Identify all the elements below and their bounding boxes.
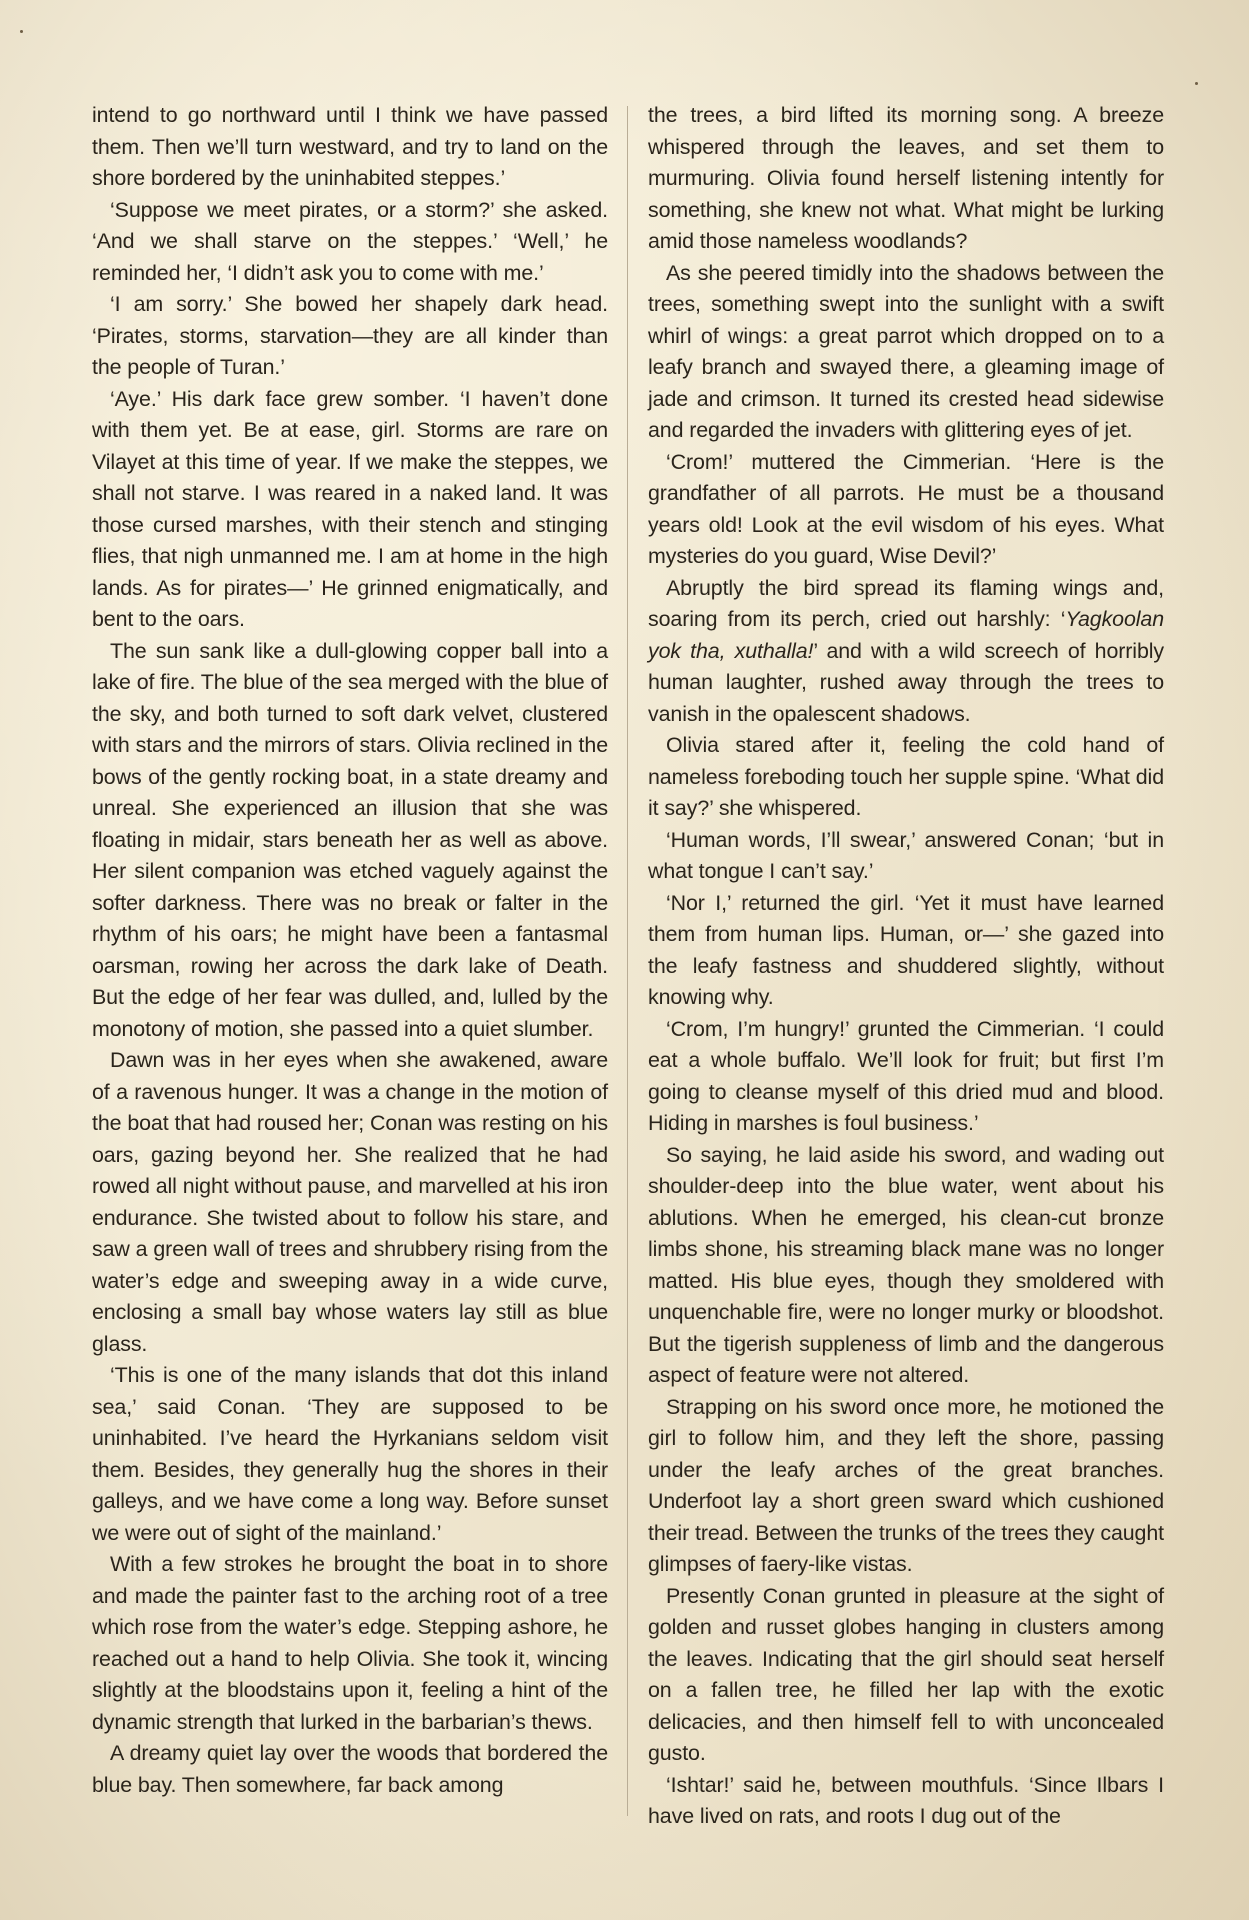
paragraph: The sun sank like a dull-glowing copper ball into a lake of fire. The blue of the sea merged with the blue of the sky, and both turned to soft dark velvet, clustered with stars and the mirrors of stars. Olivia reclined in the bows of the gently rocking boat, in a state dreamy and unreal. She experienced an illusion that she was floating in midair, stars beneath her as well as above. Her silent companion was etched vaguely against the softer darkness. There was no break or falter in the rhythm of his oars; he might have been a fantasmal oarsman, rowing her across the dark lake of Death. But the edge of her fear was dulled, and, lulled by the monotony of motion, she passed into a quiet slumber. <box>92 638 608 1041</box>
text-run: Abruptly the bird spread its flaming wings and, soaring from its perch, cried out harshly: ‘ <box>648 575 1164 631</box>
paragraph: ‘Aye.’ His dark face grew somber. ‘I haven’t done with them yet. Be at ease, girl. Storms are rare on Vilayet at this time of year. If we make the steppes, we shall not starve. I was reared in a naked land. It was those cursed marshes, with their stench and stinging flies, that nigh unmanned me. I am at home in the high lands. As for pirates—’ He grinned enigmatically, and bent to the oars. <box>92 386 608 631</box>
right-text-column <box>648 100 1164 1833</box>
paragraph: ‘Human words, I’ll swear,’ answered Conan; ‘but in what tongue I can’t say.’ <box>648 827 1164 883</box>
paragraph: the trees, a bird lifted its morning song. A breeze whispered through the leaves, and set them to murmuring. Olivia found herself listening intently for something, she knew not what. What might be lurking amid those nameless woodlands? <box>648 103 1164 253</box>
paper-speck <box>20 30 23 33</box>
parrot-cry-italic: Yagkoolan yok tha, xuthalla! <box>648 607 1164 663</box>
paragraph: With a few strokes he brought the boat in to shore and made the painter fast to the arching root of a tree which rose from the water’s edge. Stepping ashore, he reached out a hand to help Olivia. She took it, wincing slightly at the bloodstains upon it, feeling a hint of the dynamic strength that lurked in the barbarian’s thews. <box>92 1552 608 1734</box>
paragraph: Olivia stared after it, feeling the cold hand of nameless foreboding touch her supple spine. ‘What did it say?’ she whispered. <box>648 733 1164 820</box>
paper-speck <box>1195 82 1198 85</box>
paragraph: intend to go northward until I think we have passed them. Then we’ll turn westward, and try to land on the shore bordered by the uninhabited steppes.’ <box>92 103 608 190</box>
paragraph: Presently Conan grunted in pleasure at the sight of golden and russet globes hanging in clusters among the leaves. Indicating that the girl should seat herself on a fallen tree, he filled her lap with the exotic delicacies, and then himself fell to with unconcealed gusto. <box>648 1583 1164 1765</box>
left-text-column <box>92 100 608 1801</box>
paragraph: So saying, he laid aside his sword, and wading out shoulder-deep into the blue water, went about his ablutions. When he emerged, his clean-cut bronze limbs shone, his streaming black mane was no longer matted. His blue eyes, though they smoldered with unquenchable fire, were no longer murky or bloodshot. But the tigerish suppleness of limb and the dangerous aspect of feature were not altered. <box>648 1142 1164 1387</box>
paragraph: As she peered timidly into the shadows between the trees, something swept into the sunlight with a swift whirl of wings: a great parrot which dropped on to a leafy branch and swayed there, a gleaming image of jade and crimson. It turned its crested head sidewise and regarded the invaders with glittering eyes of jet. <box>648 260 1164 442</box>
paragraph-with-italic <box>648 573 1164 731</box>
paragraph: ‘Ishtar!’ said he, between mouthfuls. ‘Since Ilbars I have lived on rats, and roots I dug out of the <box>648 1772 1164 1828</box>
paragraph: ‘This is one of the many islands that dot this inland sea,’ said Conan. ‘They are supposed to be uninhabited. I’ve heard the Hyrkanians seldom visit them. Besides, they generally hug the shores in their galleys, and we have come a long way. Before sunset we were out of sight of the mainland.’ <box>92 1363 608 1545</box>
paragraph: ‘Crom, I’m hungry!’ grunted the Cimmerian. ‘I could eat a whole buffalo. We’ll look for fruit; but first I’m going to cleanse myself of this dried mud and blood. Hiding in marshes is foul business.’ <box>648 1016 1164 1135</box>
paragraph: ‘I am sorry.’ She bowed her shapely dark head. ‘Pirates, storms, starvation—they are all kinder than the people of Turan.’ <box>92 292 608 379</box>
paragraph: Dawn was in her eyes when she awakened, aware of a ravenous hunger. It was a change in the motion of the boat that had roused her; Conan was resting on his oars, gazing beyond her. She realized that he had rowed all night without pause, and marvelled at his iron endurance. She twisted about to follow his stare, and saw a green wall of trees and shrubbery rising from the water’s edge and sweeping away in a wide curve, enclosing a small bay whose waters lay still as blue glass. <box>92 1048 608 1356</box>
paragraph: ‘Suppose we meet pirates, or a storm?’ she asked. ‘And we shall starve on the steppes.’ ‘Well,’ he reminded her, ‘I didn’t ask you to come with me.’ <box>92 197 608 285</box>
paragraph: A dreamy quiet lay over the woods that bordered the blue bay. Then somewhere, far back among <box>92 1741 608 1797</box>
paragraph: ‘Nor I,’ returned the girl. ‘Yet it must have learned them from human lips. Human, or—’ she gazed into the leafy fastness and shuddered slightly, without knowing why. <box>648 890 1164 1009</box>
paragraph: ‘Crom!’ muttered the Cimmerian. ‘Here is the grandfather of all parrots. He must be a thousand years old! Look at the evil wisdom of his eyes. What mysteries do you guard, Wise Devil?’ <box>648 449 1164 568</box>
column-divider <box>627 106 628 1816</box>
text-run: ’ and with a wild screech of horribly human laughter, rushed away through the trees to vanish in the opalescent shadows. <box>648 638 1164 726</box>
paragraph: Strapping on his sword once more, he motioned the girl to follow him, and they left the shore, passing under the leafy arches of the great branches. Underfoot lay a short green sward which cushioned their tread. Between the trunks of the trees they caught glimpses of faery-like vistas. <box>648 1394 1164 1576</box>
